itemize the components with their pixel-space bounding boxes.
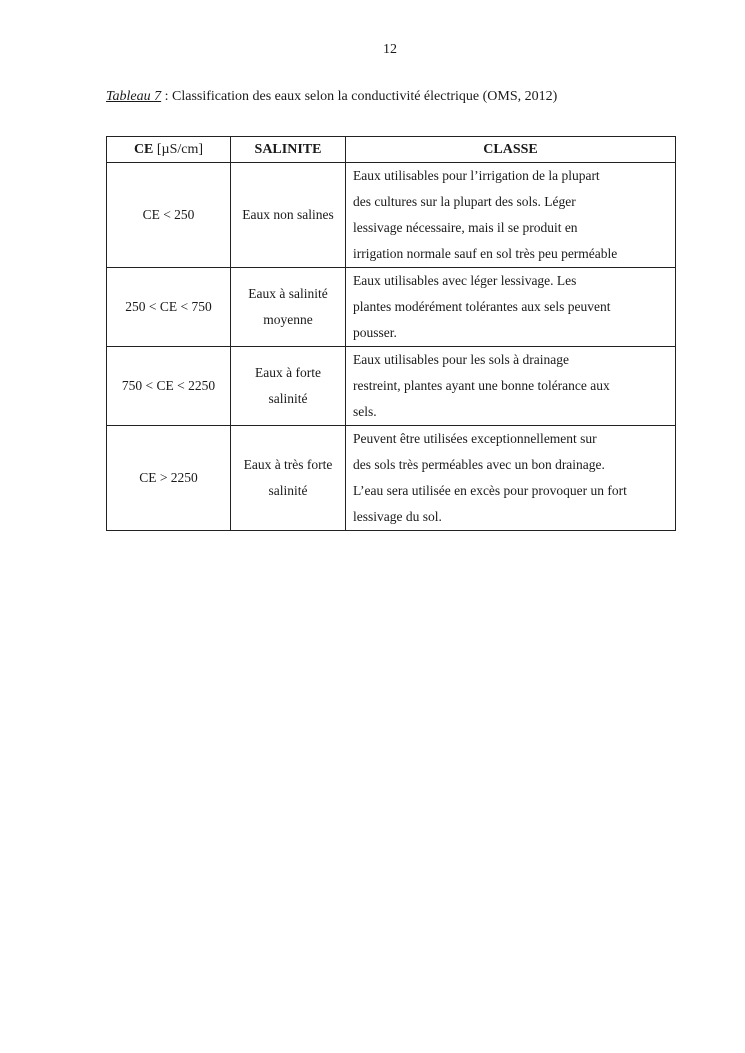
classification-table — [106, 136, 676, 531]
cell-classe-line: lessivage nécessaire, mais il se produit en — [353, 220, 578, 235]
cell-classe-line: pousser. — [353, 325, 397, 340]
header-salinite: SALINITE — [231, 137, 346, 163]
cell-classe-line: lessivage du sol. — [353, 509, 442, 524]
cell-classe-line: Eaux utilisables pour l’irrigation de la plupart — [353, 168, 600, 183]
table-row — [107, 347, 676, 426]
cell-salinite — [231, 347, 346, 426]
table-row — [107, 268, 676, 347]
cell-classe — [346, 426, 676, 531]
cell-salinite — [231, 268, 346, 347]
cell-salinite-line: Eaux non salines — [242, 207, 334, 222]
cell-classe-line: L’eau sera utilisée en excès pour provoquer un fort — [353, 483, 627, 498]
cell-classe — [346, 347, 676, 426]
cell-classe-line: des cultures sur la plupart des sols. Léger — [353, 194, 576, 209]
cell-salinite-line: Eaux à forte — [255, 365, 321, 380]
cell-classe-line: sels. — [353, 404, 377, 419]
cell-ce: CE > 2250 — [107, 426, 231, 531]
cell-salinite-line: salinité — [268, 483, 308, 498]
cell-classe — [346, 268, 676, 347]
cell-classe-line: Peuvent être utilisées exceptionnellement sur — [353, 431, 597, 446]
header-ce-unit: [µS/cm] — [153, 141, 204, 157]
table-row — [107, 163, 676, 268]
cell-salinite — [231, 426, 346, 531]
table-caption — [106, 89, 557, 105]
table-caption-text: : Classification des eaux selon la conductivité électrique (OMS, 2012) — [161, 89, 558, 104]
cell-classe-line: restreint, plantes ayant une bonne tolérance aux — [353, 378, 610, 393]
page-number: 12 — [383, 42, 397, 57]
cell-classe-line: irrigation normale sauf en sol très peu perméable — [353, 246, 618, 261]
cell-ce: 750 < CE < 2250 — [107, 347, 231, 426]
cell-ce: 250 < CE < 750 — [107, 268, 231, 347]
cell-salinite-line: Eaux à salinité — [248, 286, 328, 301]
cell-classe-line: Eaux utilisables avec léger lessivage. Les — [353, 273, 577, 288]
cell-classe-line: plantes modérément tolérantes aux sels peuvent — [353, 299, 611, 314]
header-ce — [107, 137, 231, 163]
cell-classe-line: Eaux utilisables pour les sols à drainage — [353, 352, 569, 367]
cell-salinite-line: moyenne — [263, 312, 313, 327]
cell-classe — [346, 163, 676, 268]
table-caption-label: Tableau 7 — [106, 89, 162, 104]
cell-ce: CE < 250 — [107, 163, 231, 268]
table-row — [107, 426, 676, 531]
cell-salinite — [231, 163, 346, 268]
cell-classe-line: des sols très perméables avec un bon drainage. — [353, 457, 605, 472]
table-header-row — [107, 137, 676, 163]
cell-salinite-line: Eaux à très forte — [243, 457, 333, 472]
header-classe: CLASSE — [346, 137, 676, 163]
cell-salinite-line: salinité — [268, 391, 308, 406]
header-ce-label: CE — [133, 141, 154, 157]
